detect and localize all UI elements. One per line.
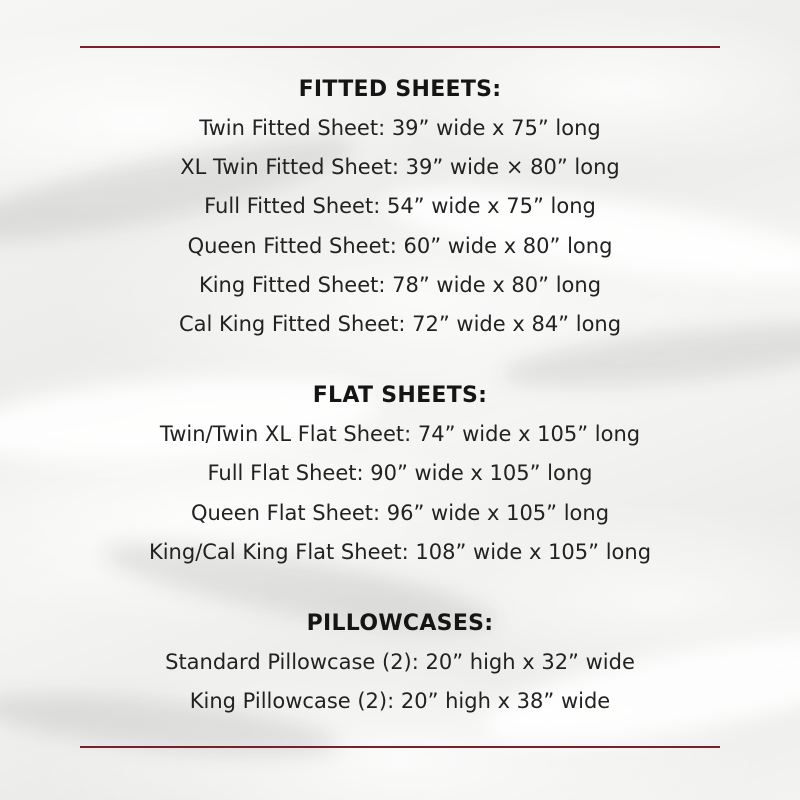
size-chart	[0, 70, 800, 721]
size-line: Standard Pillowcase (2): 20” high x 32” wide	[165, 650, 635, 675]
size-line: Full Flat Sheet: 90” wide x 105” long	[207, 461, 593, 486]
size-line: King Fitted Sheet: 78” wide x 80” long	[198, 272, 602, 297]
flat-sheets-section	[0, 376, 800, 572]
size-line: Twin/Twin XL Flat Sheet: 74” wide x 105” long	[159, 422, 641, 447]
pillowcases-section	[0, 604, 800, 721]
size-line: Queen Fitted Sheet: 60” wide x 80” long	[187, 233, 613, 258]
size-line: King/Cal King Flat Sheet: 108” wide x 105” long	[148, 539, 652, 564]
bottom-divider	[80, 746, 720, 748]
size-line: XL Twin Fitted Sheet: 39” wide × 80” long	[180, 155, 620, 180]
top-divider	[80, 46, 720, 48]
section-heading: PILLOWCASES:	[306, 611, 494, 637]
size-line: Cal King Fitted Sheet: 72” wide x 84” long	[178, 312, 622, 337]
size-line: Twin Fitted Sheet: 39” wide x 75” long	[199, 116, 601, 140]
fitted-sheets-section	[0, 70, 800, 344]
size-line: Full Fitted Sheet: 54” wide x 75” long	[204, 194, 596, 219]
size-line: Queen Flat Sheet: 96” wide x 105” long	[190, 500, 610, 525]
section-heading: FLAT SHEETS:	[312, 383, 488, 409]
section-heading: FITTED SHEETS:	[298, 77, 502, 102]
size-line: King Pillowcase (2): 20” high x 38” wide	[189, 689, 611, 714]
